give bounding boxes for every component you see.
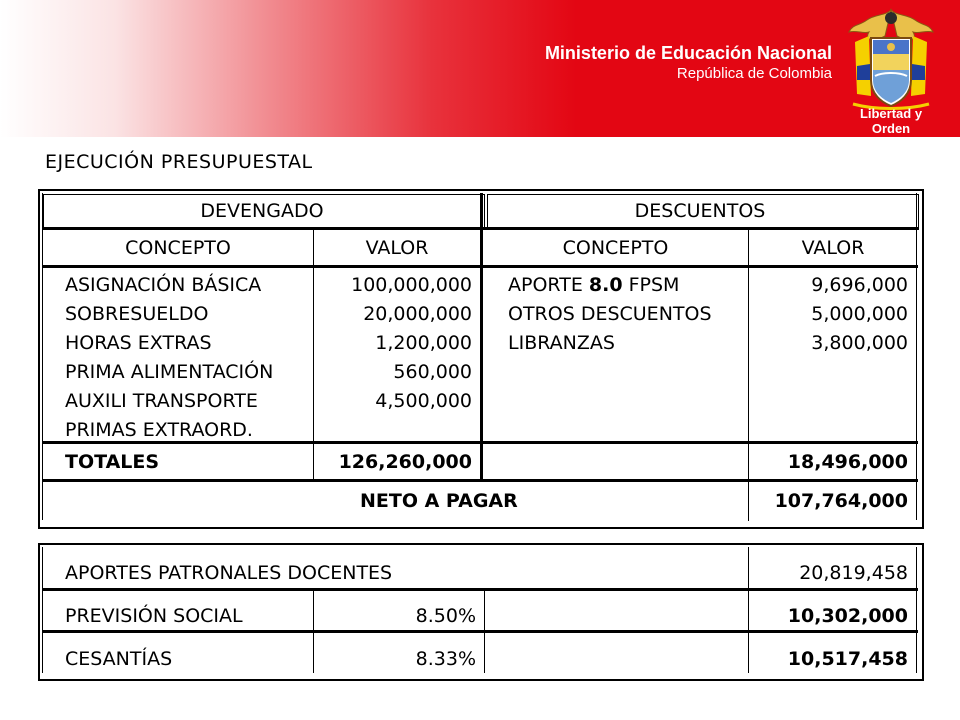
totals-descuentos: 18,496,000 <box>787 451 908 473</box>
column-divider <box>748 547 749 673</box>
descuentos-value: 5,000,000 <box>811 303 908 325</box>
ministry-name: Ministerio de Educación Nacional <box>544 43 832 63</box>
descuentos-value: 3,800,000 <box>811 332 908 354</box>
descuentos-header: DESCUENTOS <box>634 200 766 222</box>
descuentos-concept-emph: 8.0 <box>588 274 623 296</box>
totals-devengado: 126,260,000 <box>338 451 472 473</box>
column-header-concepto: CONCEPTO <box>562 237 669 259</box>
seal-motto: Libertad y Orden <box>859 106 923 136</box>
descuentos-concept: OTROS DESCUENTOS <box>508 303 712 325</box>
left-inner-border <box>42 193 43 520</box>
country-name: República de Colombia <box>676 65 832 82</box>
right-inner-border <box>916 193 917 520</box>
column-divider <box>313 591 314 673</box>
column-header-concepto: CONCEPTO <box>125 237 231 259</box>
totals-label: TOTALES <box>65 451 160 473</box>
devengado-concept: PRIMA ALIMENTACIÓN <box>65 361 274 383</box>
aportes-header-value: 20,819,458 <box>799 562 908 584</box>
devengado-header: DEVENGADO <box>200 200 324 222</box>
aportes-concept: PREVISIÓN SOCIAL <box>65 605 243 627</box>
aportes-header-label: APORTES PATRONALES DOCENTES <box>65 562 393 584</box>
devengado-concept: SOBRESUELDO <box>65 303 209 325</box>
neto-label: NETO A PAGAR <box>360 490 518 512</box>
aportes-concept: CESANTÍAS <box>65 648 173 670</box>
descuentos-concept: LIBRANZAS <box>508 332 615 354</box>
descuentos-concept-suffix: FPSM <box>622 274 680 296</box>
devengado-value: 20,000,000 <box>363 303 472 325</box>
devengado-value: 4,500,000 <box>375 390 472 412</box>
descuentos-concept <box>508 274 679 296</box>
aportes-value: 10,517,458 <box>787 648 908 670</box>
devengado-value: 1,200,000 <box>375 332 472 354</box>
devengado-concept: ASIGNACIÓN BÁSICA <box>65 274 262 296</box>
aportes-rate: 8.50% <box>415 605 476 627</box>
descuentos-value: 9,696,000 <box>811 274 908 296</box>
right-inner-border <box>916 547 917 673</box>
devengado-value: 100,000,000 <box>351 274 472 296</box>
aportes-rate: 8.33% <box>415 648 476 670</box>
column-divider <box>748 482 749 521</box>
column-header-valor: VALOR <box>801 237 865 259</box>
ministry-block <box>545 42 832 84</box>
column-divider <box>748 230 749 479</box>
devengado-concept: HORAS EXTRAS <box>65 332 212 354</box>
row-divider <box>42 588 918 591</box>
devengado-concept: PRIMAS EXTRAORD. <box>65 419 253 441</box>
column-header-valor: VALOR <box>365 237 429 259</box>
devengado-value: 560,000 <box>393 361 472 383</box>
column-divider <box>313 230 314 479</box>
devengado-concept: AUXILI TRANSPORTE <box>65 390 258 412</box>
column-divider <box>484 591 485 673</box>
header-banner <box>0 0 960 137</box>
aportes-value: 10,302,000 <box>787 605 908 627</box>
descuentos-concept-prefix: APORTE <box>508 274 589 296</box>
row-divider <box>42 630 918 633</box>
neto-value: 107,764,000 <box>774 490 908 512</box>
page-title: EJECUCIÓN PRESUPUESTAL <box>45 151 313 173</box>
left-inner-border <box>42 547 43 673</box>
column-divider <box>480 193 483 480</box>
